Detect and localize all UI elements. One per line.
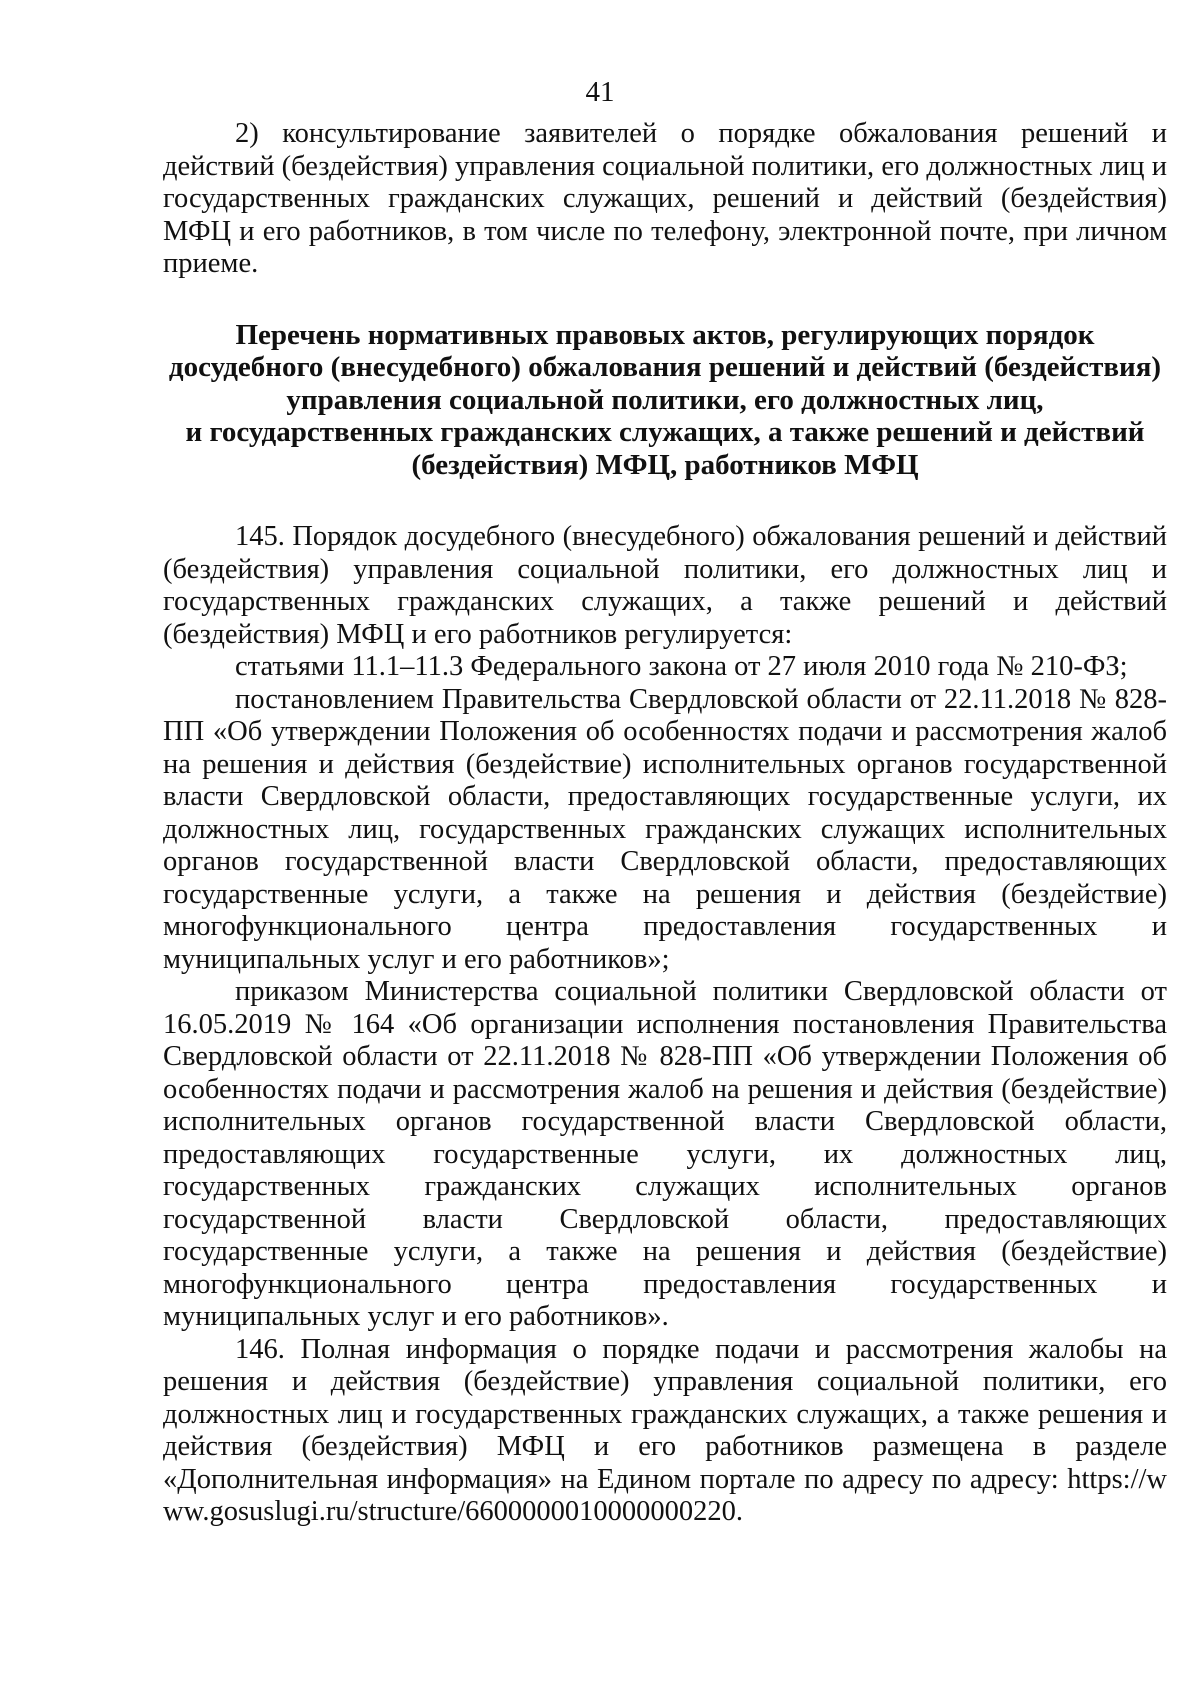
section-heading-line: управления социальной политики, его должностных лиц, (286, 383, 1044, 416)
paragraph-federal-law: статьями 11.1–11.3 Федерального закона от 27 июля 2010 года № 210-ФЗ; (235, 651, 1128, 682)
section-heading-line: Перечень нормативных правовых актов, регулирующих порядок (235, 318, 1095, 351)
intro-paragraph: 2) консультирование заявителей о порядке обжалования решений и действий (бездействия) управления социальной политики, его должностных лиц и государственных гражданских служащих, решений и действий (бездействия) МФЦ и его работников, в том числе по телефону, электронной почте, при личном приеме. (163, 118, 1167, 279)
paragraph-145: 145. Порядок досудебного (внесудебного) обжалования решений и действий (бездействия) управления социальной политики, его должностных лиц и государственных гражданских служащих, а также решений и действий (бездействия) МФЦ и его работников регулируется: (163, 521, 1167, 650)
section-heading-line: (бездействия) МФЦ, работников МФЦ (411, 448, 919, 481)
section-heading-line: и государственных гражданских служащих, а также решений и действий (185, 416, 1145, 448)
section-heading (163, 281, 1167, 522)
paragraph-146-text: 146. Полная информация о порядке подачи и рассмотрения жалобы на решения и действия (бездействие) управления социальной политики, его должностных лиц и государственных гражданских служащих, а также решения и действия (бездействия) МФЦ и его работников размещена в разделе «Дополнительная информация» на Едином портале по адресу по адресу: (163, 1333, 1167, 1495)
page-number: 41 (585, 76, 615, 108)
paragraph-146 (163, 1334, 1167, 1529)
paragraph-government-resolution: постановлением Правительства Свердловской области от 22.11.2018 № 828-ПП «Об утверждении Положения об особенностях подачи и рассмотрения жалоб на решения и действия (бездействие) исполнительных органов государственной власти Свердловской области, предоставляющих государственные услуги, их должностных лиц, государственных гражданских служащих исполнительных органов государственной власти Свердловской области, предоставляющих государственные услуги, а также на решения и действия (бездействие) многофункционального центра предоставления государственных и муниципальных услуг и его работников»; (163, 683, 1167, 975)
document-body (163, 118, 1167, 1529)
portal-url[interactable]: https://www.gosuslugi.ru/structure/6600000010000000220. (163, 1463, 1167, 1527)
paragraph-ministry-order: приказом Министерства социальной политики Свердловской области от 16.05.2019 № 164 «Об организации исполнения постановления Правительства Свердловской области от 22.11.2018 № 828-ПП «Об утверждении Положения об особенностях подачи и рассмотрения жалоб на решения и действия (бездействие) исполнительных органов государственной власти Свердловской области, предоставляющих государственные услуги, их должностных лиц, государственных гражданских служащих исполнительных органов государственной власти Свердловской области, предоставляющих государственные услуги, а также на решения и действия (бездействие) многофункционального центра предоставления государственных и муниципальных услуг и его работников». (163, 976, 1167, 1332)
section-heading-line: досудебного (внесудебного) обжалования решений и действий (бездействия) (168, 351, 1162, 383)
